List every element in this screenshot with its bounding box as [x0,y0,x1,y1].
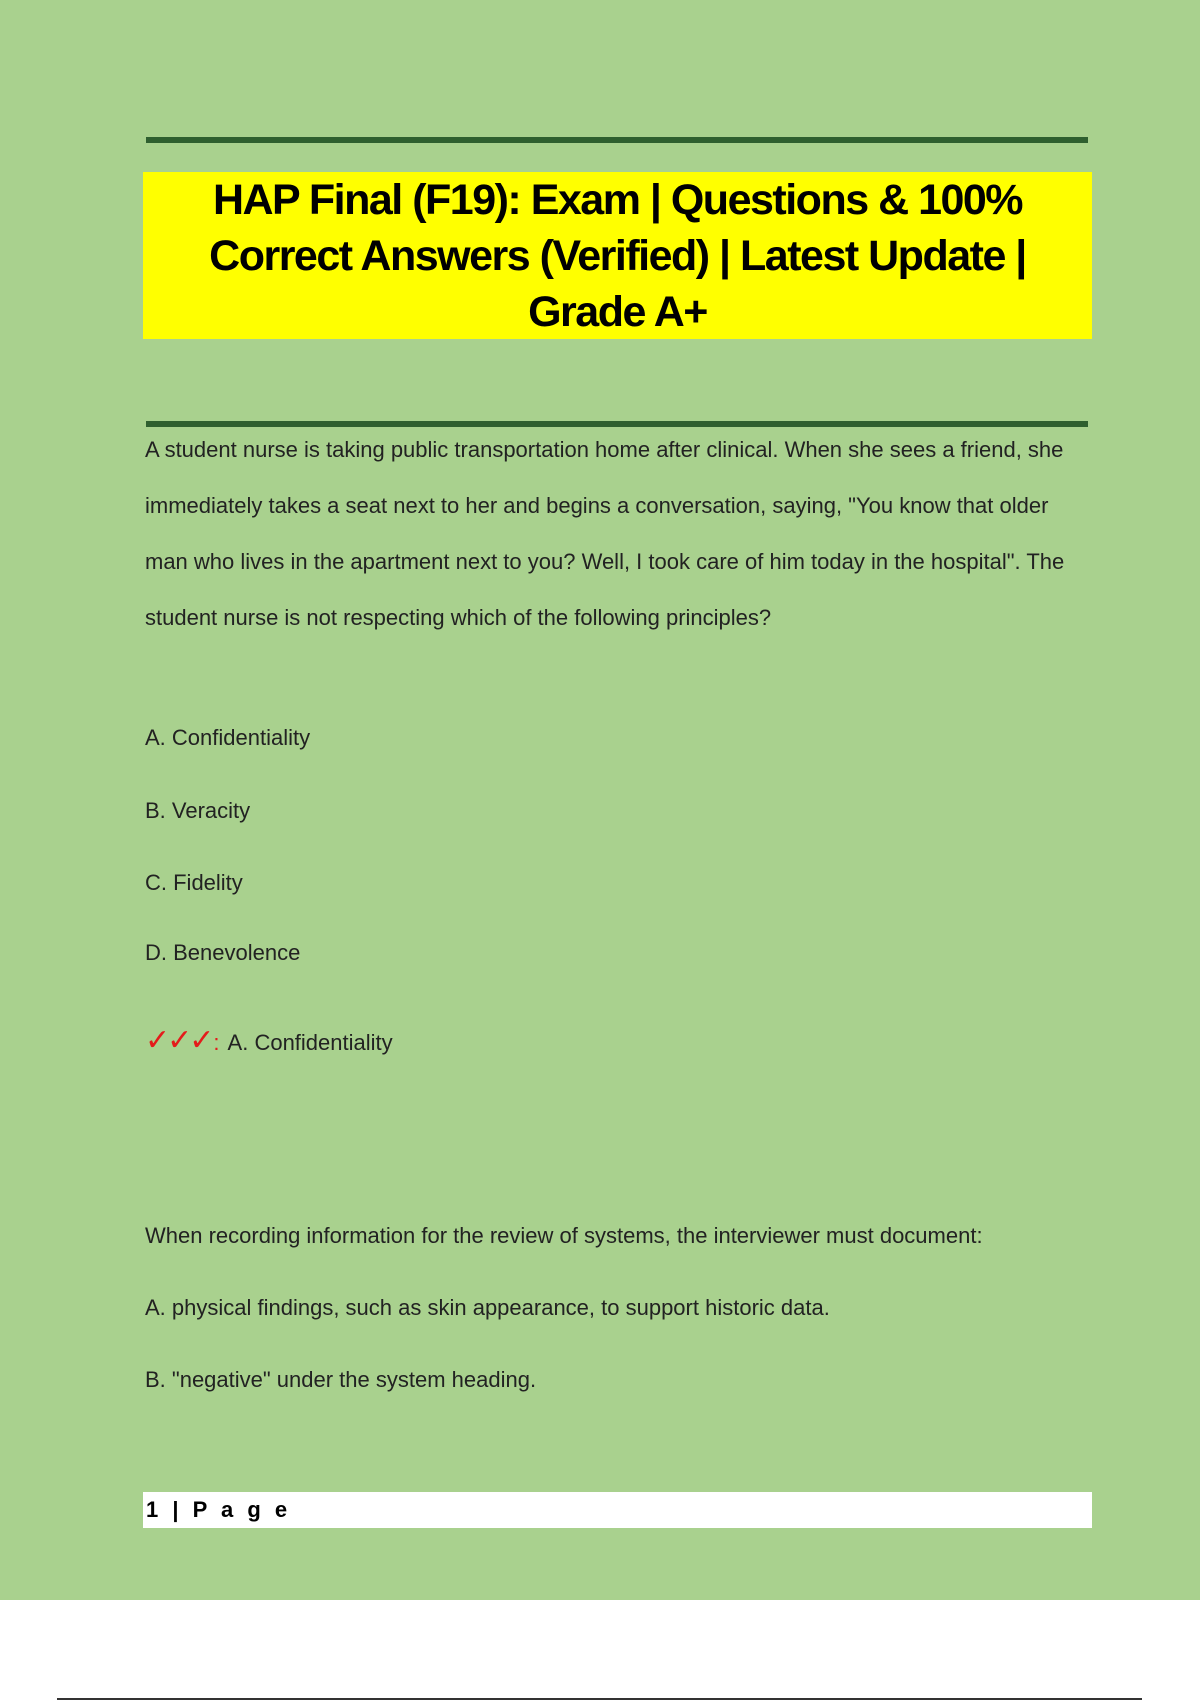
answer-text: A. Confidentiality [227,1030,393,1055]
question-1-option-b: B. Veracity [145,798,251,823]
question-1-option-d: D. Benevolence [145,940,301,965]
document-title: HAP Final (F19): Exam | Questions & 100% Correct Answers (Verified) | Latest Update | Grade A+ [209,175,1026,336]
question-2-option-a: A. physical findings, such as skin appearance, to support historic data. [145,1295,830,1320]
page-number: 1 | P a g e [146,1497,292,1522]
question-1-text: A student nurse is taking public transportation home after clinical. When she sees a friend, she immediately takes a seat next to her and begins a conversation, saying, "You know that older man who lives in the apartment next to you? Well, I took care of him today in the hospital". The student nurse is not respecting which of the following principles? [145,437,1065,630]
question-1-option-a: A. Confidentiality [145,725,311,750]
checkmark-icon: ✓✓✓ [145,1023,212,1058]
question-1-option-c: C. Fidelity [145,870,243,895]
title-highlight [143,172,1092,339]
top-divider [146,137,1088,143]
question-2-text: When recording information for the review of systems, the interviewer must document: [145,1223,983,1248]
question-1-answer [145,1023,393,1058]
page-footer [143,1492,1092,1528]
answer-separator: : [213,1030,220,1055]
question-2-option-b: B. "negative" under the system heading. [145,1367,537,1392]
